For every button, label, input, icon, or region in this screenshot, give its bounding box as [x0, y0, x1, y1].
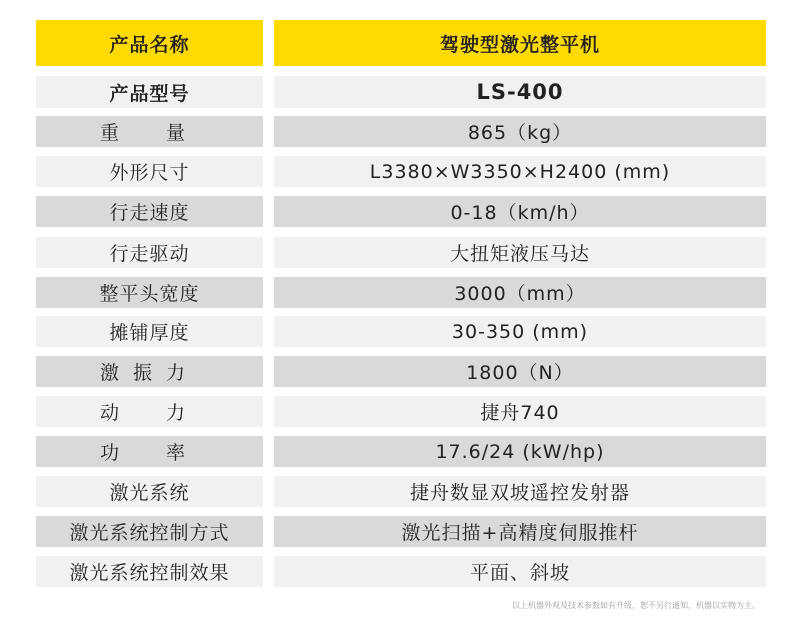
table-row — [36, 237, 766, 268]
table-row — [36, 76, 766, 108]
table-row — [36, 356, 766, 387]
row-label: 激振力 — [36, 356, 263, 387]
table-row — [36, 116, 766, 147]
row-label: 激光系统控制效果 — [36, 556, 263, 587]
row-label: 激光系统 — [36, 476, 263, 507]
table-header — [36, 20, 766, 66]
row-value: 0-18（km/h） — [274, 196, 766, 227]
row-label: 摊铺厚度 — [36, 316, 263, 347]
row-value: 17.6/24 (kW/hp) — [274, 436, 766, 467]
row-value: 1800（N） — [274, 356, 766, 387]
table-row — [36, 396, 766, 427]
table-row — [36, 476, 766, 507]
header-label: 产品名称 — [36, 20, 263, 66]
row-label: 激光系统控制方式 — [36, 516, 263, 547]
row-value: 激光扫描+高精度伺服推杆 — [274, 516, 766, 547]
row-value: L3380×W3350×H2400 (mm) — [274, 156, 766, 187]
row-value: 捷舟数显双坡遥控发射器 — [274, 476, 766, 507]
footnote: 以上机器外观及技术参数如有升级，恕不另行通知，机器以实物为主。 — [512, 601, 760, 610]
row-value: 平面、斜坡 — [274, 556, 766, 587]
row-label: 行走速度 — [36, 196, 263, 227]
row-value: LS-400 — [274, 76, 766, 108]
table-row — [36, 516, 766, 547]
row-label: 整平头宽度 — [36, 277, 263, 308]
table-row — [36, 316, 766, 347]
row-value: 30-350 (mm) — [274, 316, 766, 347]
row-value: 865（kg） — [274, 116, 766, 147]
row-label: 动 力 — [36, 396, 263, 427]
row-label: 功 率 — [36, 436, 263, 467]
row-label: 产品型号 — [36, 76, 263, 108]
table-row — [36, 556, 766, 587]
row-label: 行走驱动 — [36, 237, 263, 268]
table-row — [36, 436, 766, 467]
table-row — [36, 156, 766, 187]
row-value: 3000（mm） — [274, 277, 766, 308]
row-label: 重 量 — [36, 116, 263, 147]
row-label: 外形尺寸 — [36, 156, 263, 187]
table-row — [36, 196, 766, 227]
row-value: 大扭矩液压马达 — [274, 237, 766, 268]
row-value: 捷舟740 — [274, 396, 766, 427]
header-value: 驾驶型激光整平机 — [274, 20, 766, 66]
table-row — [36, 277, 766, 308]
